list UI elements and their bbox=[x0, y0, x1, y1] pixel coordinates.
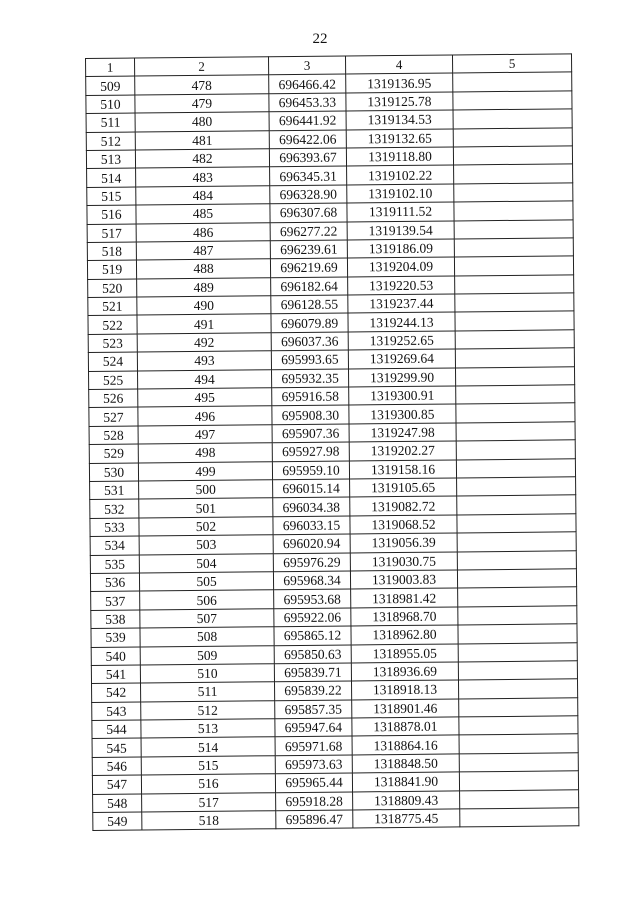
column-header-5: 5 bbox=[452, 54, 571, 74]
table-cell-col-2: 486 bbox=[136, 222, 270, 242]
table-cell-col-1: 514 bbox=[87, 168, 136, 187]
table-cell-col-3: 695968.34 bbox=[273, 571, 350, 590]
table-cell-col-1: 520 bbox=[88, 279, 137, 298]
table-cell-col-4: 1319244.13 bbox=[348, 312, 455, 331]
table-cell-col-4: 1318962.80 bbox=[351, 625, 458, 644]
table-cell-col-1: 518 bbox=[87, 242, 136, 261]
table-cell-col-4: 1319220.53 bbox=[348, 276, 455, 295]
column-header-4: 4 bbox=[345, 55, 452, 74]
coordinates-table bbox=[85, 53, 579, 831]
table-cell-col-1: 532 bbox=[90, 499, 139, 518]
table-cell-col-3: 696033.15 bbox=[273, 516, 350, 535]
table-cell-col-5 bbox=[457, 550, 576, 570]
table-cell-col-1: 516 bbox=[87, 205, 136, 224]
table-cell-col-4: 1319139.54 bbox=[347, 220, 454, 239]
table-cell-col-2: 483 bbox=[136, 167, 270, 187]
table-cell-col-3: 696037.36 bbox=[271, 332, 348, 351]
table-cell-col-5 bbox=[458, 624, 577, 644]
table-cell-col-3: 696277.22 bbox=[270, 222, 347, 241]
table-cell-col-4: 1318901.46 bbox=[352, 699, 459, 718]
table-cell-col-5 bbox=[453, 127, 572, 147]
table-cell-col-4: 1319068.52 bbox=[350, 515, 457, 534]
table-cell-col-4: 1319247.98 bbox=[349, 423, 456, 442]
table-cell-col-4: 1319134.53 bbox=[346, 110, 453, 129]
table-cell-col-3: 696015.14 bbox=[273, 479, 350, 498]
table-cell-col-3: 695993.65 bbox=[271, 350, 348, 369]
table-cell-col-5 bbox=[458, 679, 577, 699]
table-cell-col-5 bbox=[453, 146, 572, 166]
table-cell-col-4: 1319237.44 bbox=[348, 294, 455, 313]
table-cell-col-5 bbox=[459, 697, 578, 717]
table-cell-col-4: 1319202.27 bbox=[349, 441, 456, 460]
table-cell-col-4: 1319102.22 bbox=[347, 165, 454, 184]
table-cell-col-2: 493 bbox=[137, 351, 271, 371]
table-cell-col-4: 1319158.16 bbox=[349, 460, 456, 479]
table-cell-col-3: 696128.55 bbox=[271, 295, 348, 314]
table-cell-col-1: 534 bbox=[90, 536, 139, 555]
table-cell-col-2: 482 bbox=[135, 149, 269, 169]
table-cell-col-2: 516 bbox=[141, 774, 275, 794]
table-cell-col-4: 1319136.95 bbox=[346, 73, 453, 92]
table-cell-col-4: 1318841.90 bbox=[352, 772, 459, 791]
table-cell-col-4: 1319003.83 bbox=[350, 570, 457, 589]
table-cell-col-3: 696219.69 bbox=[270, 258, 347, 277]
table-cell-col-3: 695908.30 bbox=[272, 405, 349, 424]
table-cell-col-3: 695947.64 bbox=[275, 718, 352, 737]
table-cell-col-2: 485 bbox=[136, 204, 270, 224]
table-cell-col-3: 696441.92 bbox=[269, 111, 346, 130]
table-cell-col-1: 542 bbox=[92, 683, 141, 702]
table-cell-col-2: 504 bbox=[139, 553, 273, 573]
table-body bbox=[86, 72, 579, 831]
table-cell-col-1: 509 bbox=[86, 76, 135, 95]
table-cell-col-1: 526 bbox=[89, 389, 138, 408]
table-cell-col-2: 484 bbox=[136, 185, 270, 205]
table-cell-col-5 bbox=[454, 219, 573, 239]
table-cell-col-3: 695857.35 bbox=[275, 700, 352, 719]
table-cell-col-3: 695850.63 bbox=[274, 644, 351, 663]
table-cell-col-3: 695976.29 bbox=[273, 553, 350, 572]
table-cell-col-4: 1319299.90 bbox=[348, 368, 455, 387]
column-header-1: 1 bbox=[86, 58, 135, 77]
table-cell-col-5 bbox=[454, 256, 573, 276]
table-cell-col-2: 495 bbox=[138, 388, 272, 408]
table-cell-col-5 bbox=[454, 201, 573, 221]
table-cell-col-1: 519 bbox=[87, 260, 136, 279]
table-cell-col-3: 695953.68 bbox=[274, 589, 351, 608]
table-cell-col-4: 1318775.45 bbox=[353, 809, 460, 828]
table-cell-col-2: 501 bbox=[139, 498, 273, 518]
table-cell-col-1: 524 bbox=[88, 352, 137, 371]
table-cell-col-1: 540 bbox=[91, 646, 140, 665]
table-cell-col-1: 528 bbox=[89, 426, 138, 445]
table-cell-col-2: 514 bbox=[141, 737, 275, 757]
table-cell-col-3: 696422.06 bbox=[269, 130, 346, 149]
table-cell-col-1: 529 bbox=[89, 444, 138, 463]
table-cell-col-2: 479 bbox=[135, 94, 269, 114]
table-cell-col-3: 695918.28 bbox=[276, 792, 353, 811]
table-cell-col-3: 696307.68 bbox=[270, 203, 347, 222]
table-cell-col-2: 481 bbox=[135, 130, 269, 150]
table-cell-col-2: 488 bbox=[136, 259, 270, 279]
table-cell-col-1: 511 bbox=[86, 113, 135, 132]
table-cell-col-3: 695971.68 bbox=[275, 736, 352, 755]
table-cell-col-5 bbox=[455, 275, 574, 295]
table-cell-col-5 bbox=[456, 385, 575, 405]
table-cell-col-1: 525 bbox=[89, 371, 138, 390]
table-cell-col-2: 491 bbox=[137, 314, 271, 334]
table-cell-col-1: 517 bbox=[87, 224, 136, 243]
table-cell-col-5 bbox=[457, 495, 576, 515]
table-cell-col-5 bbox=[457, 477, 576, 497]
table-cell-col-2: 499 bbox=[138, 461, 272, 481]
table-cell-col-4: 1318918.13 bbox=[351, 680, 458, 699]
table-cell-col-3: 695839.71 bbox=[274, 663, 351, 682]
table-cell-col-4: 1319105.65 bbox=[350, 478, 457, 497]
table-cell-col-5 bbox=[458, 661, 577, 681]
table-cell-col-3: 695916.58 bbox=[272, 387, 349, 406]
table-cell-col-5 bbox=[453, 72, 572, 92]
table-cell-col-2: 487 bbox=[136, 241, 270, 261]
table-cell-col-2: 478 bbox=[135, 75, 269, 95]
table-cell-col-5 bbox=[457, 514, 576, 534]
table-cell-col-1: 535 bbox=[90, 555, 139, 574]
table-cell-col-5 bbox=[458, 587, 577, 607]
table-cell-col-2: 498 bbox=[138, 443, 272, 463]
table-cell-col-2: 508 bbox=[140, 627, 274, 647]
table-cell-col-1: 531 bbox=[90, 481, 139, 500]
table-cell-col-4: 1319118.80 bbox=[346, 147, 453, 166]
table-cell-col-2: 515 bbox=[141, 756, 275, 776]
table-cell-col-3: 695839.22 bbox=[274, 681, 351, 700]
table-cell-col-3: 696393.67 bbox=[269, 148, 346, 167]
table-cell-col-1: 522 bbox=[88, 315, 137, 334]
table-cell-col-2: 500 bbox=[139, 480, 273, 500]
table-cell-col-4: 1318878.01 bbox=[352, 717, 459, 736]
table-cell-col-4: 1319186.09 bbox=[347, 239, 454, 258]
table-cell-col-5 bbox=[460, 789, 579, 809]
table-cell-col-5 bbox=[454, 238, 573, 258]
table-cell-col-1: 523 bbox=[88, 334, 137, 353]
table-cell-col-5 bbox=[453, 109, 572, 129]
table-cell-col-2: 505 bbox=[139, 572, 273, 592]
table-cell-col-5 bbox=[457, 569, 576, 589]
table-cell-col-3: 696034.38 bbox=[273, 497, 350, 516]
table-cell-col-3: 695907.36 bbox=[272, 424, 349, 443]
table-cell-col-2: 480 bbox=[135, 112, 269, 132]
table-cell-col-4: 1319132.65 bbox=[346, 129, 453, 148]
table-cell-col-1: 536 bbox=[90, 573, 139, 592]
table-cell-col-1: 530 bbox=[89, 463, 138, 482]
table-cell-col-5 bbox=[460, 808, 579, 828]
table-cell-col-1: 533 bbox=[90, 518, 139, 537]
coordinates-sheet bbox=[85, 53, 579, 831]
table-cell-col-3: 696182.64 bbox=[271, 277, 348, 296]
table-cell-col-3: 696453.33 bbox=[269, 93, 346, 112]
table-cell-col-3: 696079.89 bbox=[271, 313, 348, 332]
table-cell-col-2: 490 bbox=[137, 296, 271, 316]
table-cell-col-5 bbox=[455, 293, 574, 313]
table-cell-col-1: 545 bbox=[92, 738, 141, 757]
table-cell-col-1: 512 bbox=[86, 132, 135, 151]
table-cell-col-1: 515 bbox=[87, 187, 136, 206]
table-cell-col-5 bbox=[458, 642, 577, 662]
table-cell-col-3: 696345.31 bbox=[270, 166, 347, 185]
table-cell-col-4: 1318809.43 bbox=[353, 791, 460, 810]
table-cell-col-5 bbox=[456, 403, 575, 423]
table-cell-col-2: 517 bbox=[142, 792, 276, 812]
table-cell-col-5 bbox=[459, 716, 578, 736]
table-cell-col-3: 696466.42 bbox=[269, 74, 346, 93]
table-cell-col-5 bbox=[455, 330, 574, 350]
table-cell-col-2: 509 bbox=[140, 645, 274, 665]
table-cell-col-1: 547 bbox=[92, 775, 141, 794]
table-cell-col-5 bbox=[456, 458, 575, 478]
table-cell-col-5 bbox=[453, 91, 572, 111]
table-cell-col-3: 696020.94 bbox=[273, 534, 350, 553]
table-cell-col-4: 1318981.42 bbox=[351, 588, 458, 607]
table-cell-col-1: 541 bbox=[91, 665, 140, 684]
table-cell-col-5 bbox=[455, 348, 574, 368]
table-cell-col-2: 510 bbox=[140, 664, 274, 684]
table-cell-col-1: 521 bbox=[88, 297, 137, 316]
column-header-3: 3 bbox=[268, 56, 345, 75]
table-cell-col-5 bbox=[456, 440, 575, 460]
table-cell-col-2: 507 bbox=[140, 608, 274, 628]
column-header-2: 2 bbox=[135, 57, 269, 77]
table-cell-col-2: 506 bbox=[140, 590, 274, 610]
table-cell-col-5 bbox=[458, 606, 577, 626]
table-cell-col-4: 1319300.91 bbox=[349, 386, 456, 405]
table-cell-col-1: 539 bbox=[91, 628, 140, 647]
table-cell-col-3: 695965.44 bbox=[275, 773, 352, 792]
table-cell-col-3: 695959.10 bbox=[272, 461, 349, 480]
table-cell-col-3: 696328.90 bbox=[270, 185, 347, 204]
table-cell-col-4: 1319252.65 bbox=[348, 331, 455, 350]
table-cell-col-5 bbox=[459, 753, 578, 773]
table-cell-col-4: 1319111.52 bbox=[347, 202, 454, 221]
table-cell-col-4: 1319125.78 bbox=[346, 92, 453, 111]
table-cell-col-3: 695896.47 bbox=[276, 810, 353, 829]
table-cell-col-3: 695922.06 bbox=[274, 608, 351, 627]
table-cell-col-1: 549 bbox=[93, 812, 142, 831]
table-cell-col-2: 518 bbox=[142, 811, 276, 831]
table-cell-col-4: 1318936.69 bbox=[351, 662, 458, 681]
table-cell-col-5 bbox=[454, 183, 573, 203]
table-cell-col-5 bbox=[455, 366, 574, 386]
table-cell-col-4: 1319056.39 bbox=[350, 533, 457, 552]
table-cell-col-4: 1319082.72 bbox=[350, 496, 457, 515]
table-cell-col-1: 544 bbox=[92, 720, 141, 739]
table-cell-col-3: 695973.63 bbox=[275, 755, 352, 774]
table-cell-col-4: 1318955.05 bbox=[351, 643, 458, 662]
table-cell-col-1: 538 bbox=[91, 610, 140, 629]
table-cell-col-4: 1319102.10 bbox=[347, 184, 454, 203]
table-cell-col-5 bbox=[454, 164, 573, 184]
table-cell-col-2: 512 bbox=[141, 700, 275, 720]
table-cell-col-2: 497 bbox=[138, 425, 272, 445]
table-cell-col-2: 502 bbox=[139, 516, 273, 536]
table-cell-col-4: 1319204.09 bbox=[347, 257, 454, 276]
table-cell-col-2: 513 bbox=[141, 719, 275, 739]
table-cell-col-4: 1318864.16 bbox=[352, 735, 459, 754]
table-cell-col-4: 1319030.75 bbox=[350, 551, 457, 570]
table-cell-col-1: 527 bbox=[89, 407, 138, 426]
table-cell-col-2: 489 bbox=[137, 277, 271, 297]
table-cell-col-5 bbox=[457, 532, 576, 552]
table-cell-col-5 bbox=[459, 771, 578, 791]
table-cell-col-4: 1318968.70 bbox=[351, 607, 458, 626]
table-cell-col-1: 537 bbox=[91, 591, 140, 610]
table-cell-col-3: 695865.12 bbox=[274, 626, 351, 645]
table-cell-col-5 bbox=[459, 734, 578, 754]
page-number: 22 bbox=[312, 31, 328, 47]
table-cell-col-2: 496 bbox=[138, 406, 272, 426]
table-cell-col-2: 511 bbox=[141, 682, 275, 702]
table-cell-col-5 bbox=[455, 311, 574, 331]
table-cell-col-1: 513 bbox=[86, 150, 135, 169]
table-cell-col-3: 695932.35 bbox=[271, 369, 348, 388]
table-cell-col-4: 1319269.64 bbox=[348, 349, 455, 368]
table-cell-col-2: 503 bbox=[139, 535, 273, 555]
table-cell-col-2: 492 bbox=[137, 333, 271, 353]
table-cell-col-1: 546 bbox=[92, 757, 141, 776]
table-cell-col-1: 543 bbox=[92, 702, 141, 721]
table-cell-col-3: 695927.98 bbox=[272, 442, 349, 461]
table-cell-col-3: 696239.61 bbox=[270, 240, 347, 259]
table-cell-col-1: 548 bbox=[93, 794, 142, 813]
table-cell-col-5 bbox=[456, 422, 575, 442]
table-cell-col-1: 510 bbox=[86, 95, 135, 114]
table-cell-col-4: 1318848.50 bbox=[352, 754, 459, 773]
table-cell-col-2: 494 bbox=[138, 369, 272, 389]
table-row bbox=[93, 808, 579, 831]
table-cell-col-4: 1319300.85 bbox=[349, 404, 456, 423]
